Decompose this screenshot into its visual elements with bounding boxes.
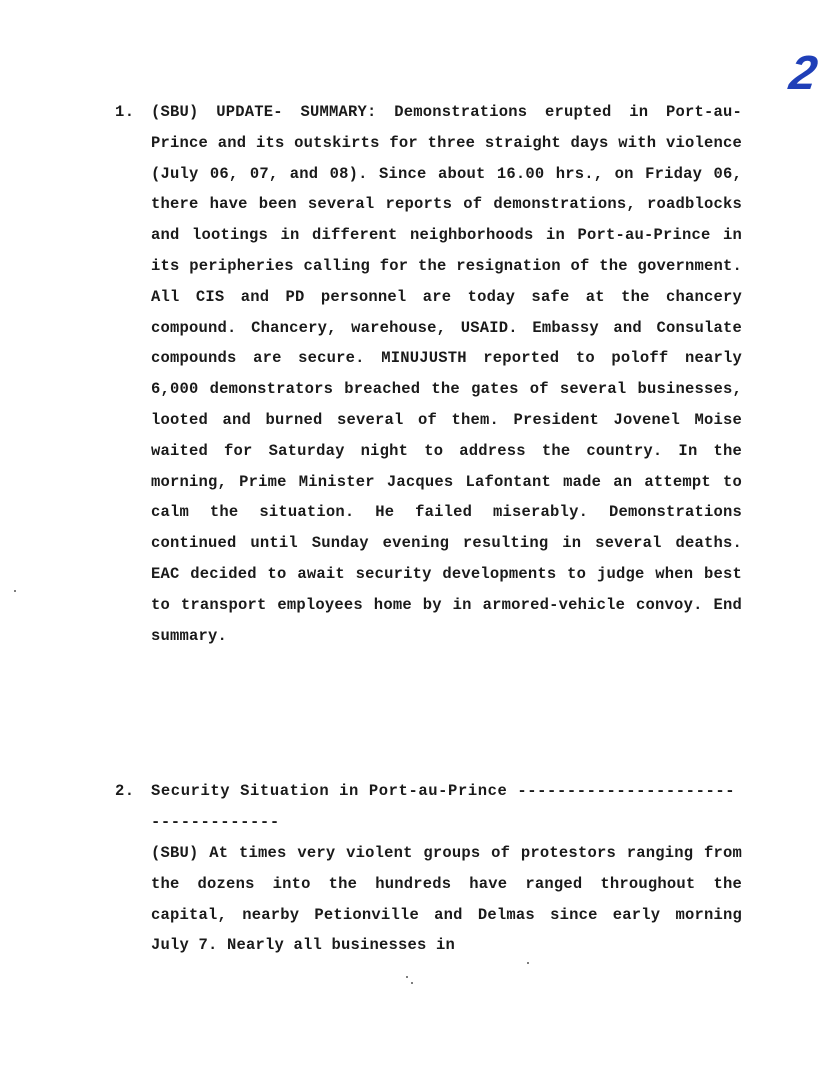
scan-speck	[14, 590, 16, 592]
paragraph-text: (SBU) UPDATE- SUMMARY: Demonstrations erupted in Port-au-Prince and its outskirts for three straight days with violence (July 06, 07, and 08). Since about 16.00 hrs., on Friday 06, there have been several reports of demonstrations, roadblocks and lootings in different neighborhoods in Port-au-Prince in its peripheries calling for the resignation of the government. All CIS and PD personnel are today safe at the chancery compound. Chancery, warehouse, USAID. Embassy and Consulate compounds are secure. MINUJUSTH reported to poloff nearly 6,000 demonstrators breached the gates of several businesses, looted and burned several of them. President Jovenel Moise waited for Saturday night to address the country. In the morning, Prime Minister Jacques Lafontant made an attempt to calm the situation. He failed miserably. Demonstrations continued until Sunday evening resulting in several deaths. EAC decided to await security developments to judge when best to transport employees home by in armored-vehicle convoy. End summary.	[151, 103, 742, 645]
page-number-mark: 2	[786, 47, 821, 100]
scan-speck	[411, 982, 413, 984]
scan-speck	[406, 976, 408, 978]
scan-speck	[527, 962, 529, 964]
section-heading: Security Situation in Port-au-Prince -----------------------------------	[151, 782, 736, 831]
paragraph-number: 2.	[115, 782, 135, 800]
paragraph-text: (SBU) At times very violent groups of protestors ranging from the dozens into the hundreds have ranged throughout the capital, nearby Petionville and Delmas since early morning July 7. Nearly all businesses in	[151, 844, 742, 955]
paragraph-number: 1.	[115, 103, 135, 121]
